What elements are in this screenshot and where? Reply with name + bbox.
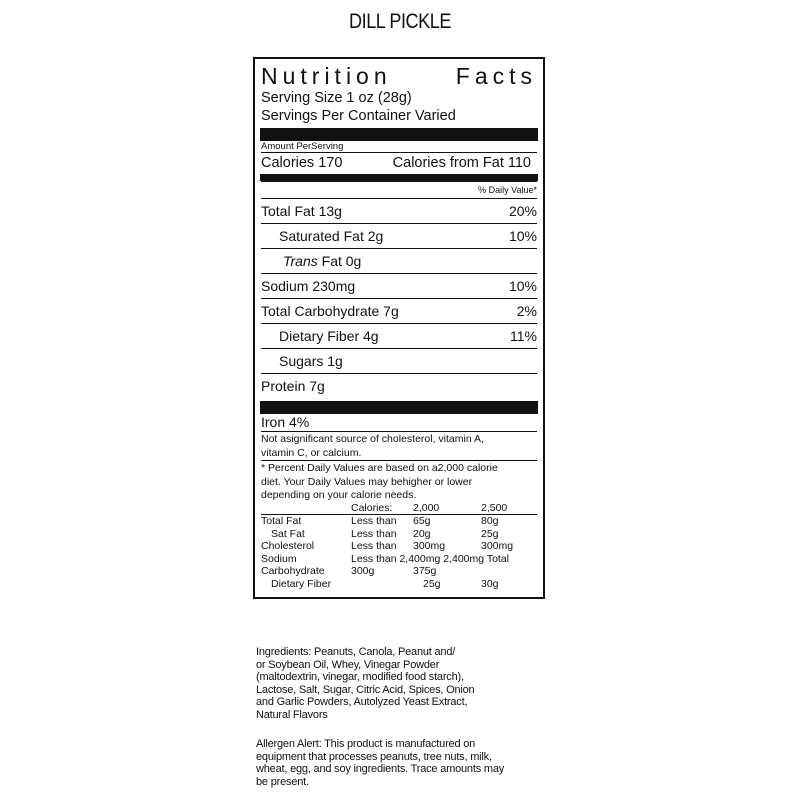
table-row	[261, 553, 537, 566]
product-title: DILL PICKLE	[348, 10, 452, 33]
table-cell	[261, 502, 351, 515]
ingredients-line: Ingredients: Peanuts, Canola, Peanut and/	[256, 646, 456, 658]
nutrient-name: Sugars 1g	[279, 353, 343, 369]
table-cell: Less than	[351, 515, 397, 527]
table-cell: 300g	[351, 565, 375, 577]
nutrient-dv: 11%	[510, 328, 537, 344]
nutrient-name: Total Carbohydrate 7g	[261, 303, 399, 319]
table-cell: 30g	[481, 577, 499, 590]
calories-row	[261, 153, 537, 173]
calories-from-fat: Calories from Fat 110	[392, 155, 531, 171]
ingredients-line: Natural Flavors	[256, 708, 328, 721]
allergen-line: wheat, egg, and soy ingredients. Trace amounts may	[256, 763, 505, 775]
table-cell: 25g	[481, 527, 499, 540]
nutrition-facts-panel	[253, 57, 545, 599]
nutrient-name	[261, 249, 361, 273]
table-cell: 375g	[413, 565, 437, 577]
table-cell: 300mg	[413, 540, 446, 552]
table-cell: Total Fat	[261, 515, 302, 527]
serving-size: Serving Size 1 oz (28g)	[261, 90, 412, 106]
table-cell: 300mg	[481, 540, 514, 552]
table-cell	[481, 565, 537, 578]
ingredients-line: and Garlic Powders, Autolyzed Yeast Extract,	[256, 696, 468, 708]
table-row	[261, 540, 537, 553]
table-cell: Less than 2,400mg 2,400mg Total	[351, 552, 509, 565]
allergen-line: Allergen Alert: This product is manufactured on	[256, 738, 476, 750]
footnote-line-3: depending on your calorie needs.	[261, 489, 417, 501]
ingredients-line: or Soybean Oil, Whey, Vinegar Powder	[256, 658, 440, 671]
table-cell: 20g	[413, 527, 431, 540]
amount-per-serving: Amount PerServing	[261, 141, 344, 152]
nutrient-dv: 20%	[508, 203, 537, 219]
divider	[261, 460, 537, 461]
nutrient-dv: 10%	[508, 278, 537, 294]
nutrient-dv: 2%	[516, 303, 537, 319]
nutrient-row	[261, 323, 537, 348]
table-cell: Sodium	[261, 552, 297, 565]
table-cell: Carbohydrate	[261, 565, 325, 577]
not-significant-line-2: vitamin C, or calcium.	[261, 447, 362, 459]
thick-divider	[260, 401, 538, 414]
nutrient-row	[261, 223, 537, 248]
nutrient-name: Saturated Fat 2g	[279, 228, 384, 244]
table-row	[261, 528, 537, 541]
table-cell: Calories:	[351, 501, 393, 514]
nutrient-name: Total Fat 13g	[261, 203, 342, 219]
table-cell: 25g	[423, 577, 441, 590]
nutrient-row	[261, 348, 537, 373]
trans-italic: Trans	[283, 253, 318, 269]
nutrient-name: Dietary Fiber 4g	[279, 328, 379, 344]
table-cell	[351, 578, 413, 591]
table-cell: Less than	[351, 540, 397, 552]
table-cell: Dietary Fiber	[271, 577, 332, 590]
ingredients-text	[256, 646, 526, 721]
ingredients-line: (maltodextrin, vinegar, modified food starch),	[256, 671, 464, 683]
ingredients-line: Lactose, Salt, Sugar, Citric Acid, Spices, Onion	[256, 683, 475, 696]
footnote-line-2: diet. Your Daily Values may behigher or lower	[261, 475, 473, 488]
allergen-alert-text	[256, 738, 526, 788]
not-significant-line-1: Not asignificant source of cholesterol, vitamin A,	[261, 433, 484, 445]
nutrient-row	[261, 373, 537, 398]
nutrition-facts-heading	[261, 63, 537, 89]
heading-nutrition: Nutrition	[261, 63, 392, 89]
table-cell: 2,000	[413, 501, 440, 514]
nutrient-name: Sodium 230mg	[261, 278, 356, 294]
nutrient-row	[261, 298, 537, 323]
daily-value-table	[261, 502, 537, 591]
table-cell: Less than	[351, 527, 397, 540]
heading-facts: Facts	[455, 63, 537, 89]
table-row	[261, 515, 537, 528]
table-row	[261, 578, 537, 591]
nutrient-name: Protein 7g	[261, 378, 325, 394]
iron: Iron 4%	[261, 414, 310, 430]
servings-per-container: Servings Per Container Varied	[261, 108, 456, 124]
nutrient-row	[261, 273, 537, 298]
table-cell: 65g	[413, 515, 431, 527]
allergen-line: equipment that processes peanuts, tree nuts, milk,	[256, 750, 492, 763]
nutrient-row	[261, 248, 537, 273]
table-cell: Cholesterol	[261, 540, 315, 552]
daily-value-header: % Daily Value*	[261, 181, 537, 198]
allergen-line: be present.	[256, 775, 309, 788]
table-cell: 80g	[481, 515, 499, 527]
table-row	[261, 565, 537, 578]
calories: Calories 170	[261, 155, 343, 171]
trans-fat-text: Fat 0g	[317, 253, 362, 269]
thick-divider	[260, 128, 538, 141]
nutrient-dv: 10%	[508, 228, 537, 244]
table-cell: Sat Fat	[271, 527, 305, 540]
table-cell: 2,500	[481, 501, 508, 514]
medium-divider	[260, 174, 538, 181]
table-header-row	[261, 502, 537, 515]
footnote-line-1: * Percent Daily Values are based on a2,000 calorie	[261, 462, 498, 474]
nutrient-row	[261, 198, 537, 223]
